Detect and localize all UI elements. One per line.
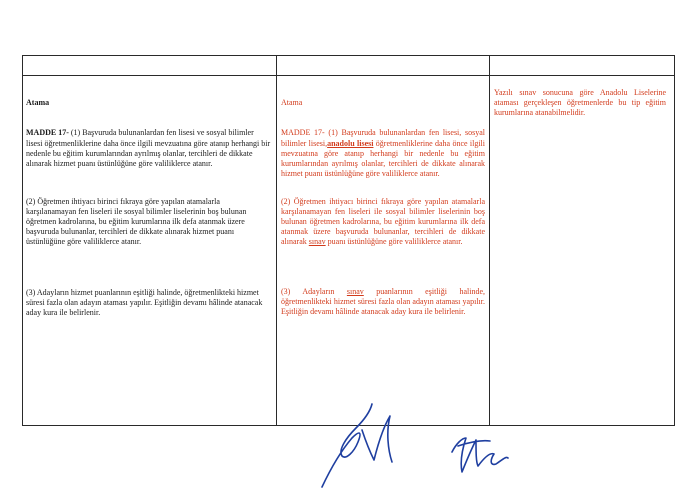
left-paragraph-1 (26, 128, 272, 168)
left-heading: Atama (26, 98, 50, 108)
article-label: MADDE 17- (26, 128, 69, 138)
inserted-anadolu-lisesi: anadolu lisesi (327, 138, 374, 148)
proposed-text-block (281, 78, 485, 189)
column-divider-2 (489, 56, 490, 425)
left-paragraph-1-text: (1) Başvuruda bulunanlardan fen lisesi ve sosyal bilimler lisesi öğretmenliklerine daha önce ilgili mevzuatına göre atanıp herhangi bir nedenle bu eğitim kurumlarından ayrılmış olanlar, tercihleri de dikkate alınarak hizmet puanı üstünlüğüne göre valiliklerce atanır. (26, 128, 273, 168)
header-row-divider (23, 75, 674, 76)
column-divider-1 (276, 56, 277, 425)
middle-heading: Atama (281, 98, 303, 108)
inserted-sinav-2: sınav (346, 287, 364, 296)
middle-paragraph-3: (3) Adayların sınav puanlarının eşitliği halinde, öğretmenlikteki hizmet süresi fazla olan adayın ataması yapılır. Eşitliğin devamı hâlinde atanacak aday kura ile belirlenir. (281, 287, 488, 317)
inserted-sinav-1: sınav (308, 237, 326, 247)
left-paragraph-3: (3) Adayların hizmet puanlarının eşitliği halinde, öğretmenlikteki hizmet süresi fazla olan adayın ataması yapılır. Eşitliğin devamı hâlinde atanacak aday kura ile belirlenir. (26, 288, 265, 318)
left-paragraph-2: (2) Öğretmen ihtiyacı birinci fıkraya göre yapılan atamalarla karşılanamayan fen liseleri ile sosyal bilimler liselerinin boş bulunan öğretmen kadrolarına, bu eğitim kurumlarına ilk defa atanmak üzere başvuruda bulunanlar, tercihleri de dikkate alınarak hizmet puanı üstünlüğüne göre valiliklerce atanır. (26, 197, 249, 247)
middle-paragraph-1: MADDE 17- (1) Başvuruda bulunanlardan fen lisesi, sosyal bilimler lisesi,anadolu lisesi öğretmenliklerine daha önce ilgili mevzuatına göre atanıp herhangi bir nedenle bu eğitim kurumlarından ayrılmış olanlar, tercihleri de dikkate alınarak hizmet puanı üstünlüğüne göre valiliklerce atanır. (281, 128, 487, 178)
rationale-note: Yazılı sınav sonucuna göre Anadolu Liselerine ataması gerçekleşen öğretmenlerde bu tip eğitim kurumlarına atanabilmelidir. (494, 88, 668, 118)
current-text-block (26, 78, 272, 179)
middle-paragraph-2: (2) Öğretmen ihtiyacı birinci fıkraya göre yapılan atamalarla karşılanamayan fen liseleri ile sosyal bilimler liselerinin boş bulunan öğretmen kadrolarına, bu eğitim kurumlarına ilk defa atanmak üzere başvuruda bulunanlar, tercihleri de dikkate alınarak sınav puanı üstünlüğüne göre valiliklerce atanır. (281, 197, 487, 247)
signature-2 (452, 438, 508, 472)
